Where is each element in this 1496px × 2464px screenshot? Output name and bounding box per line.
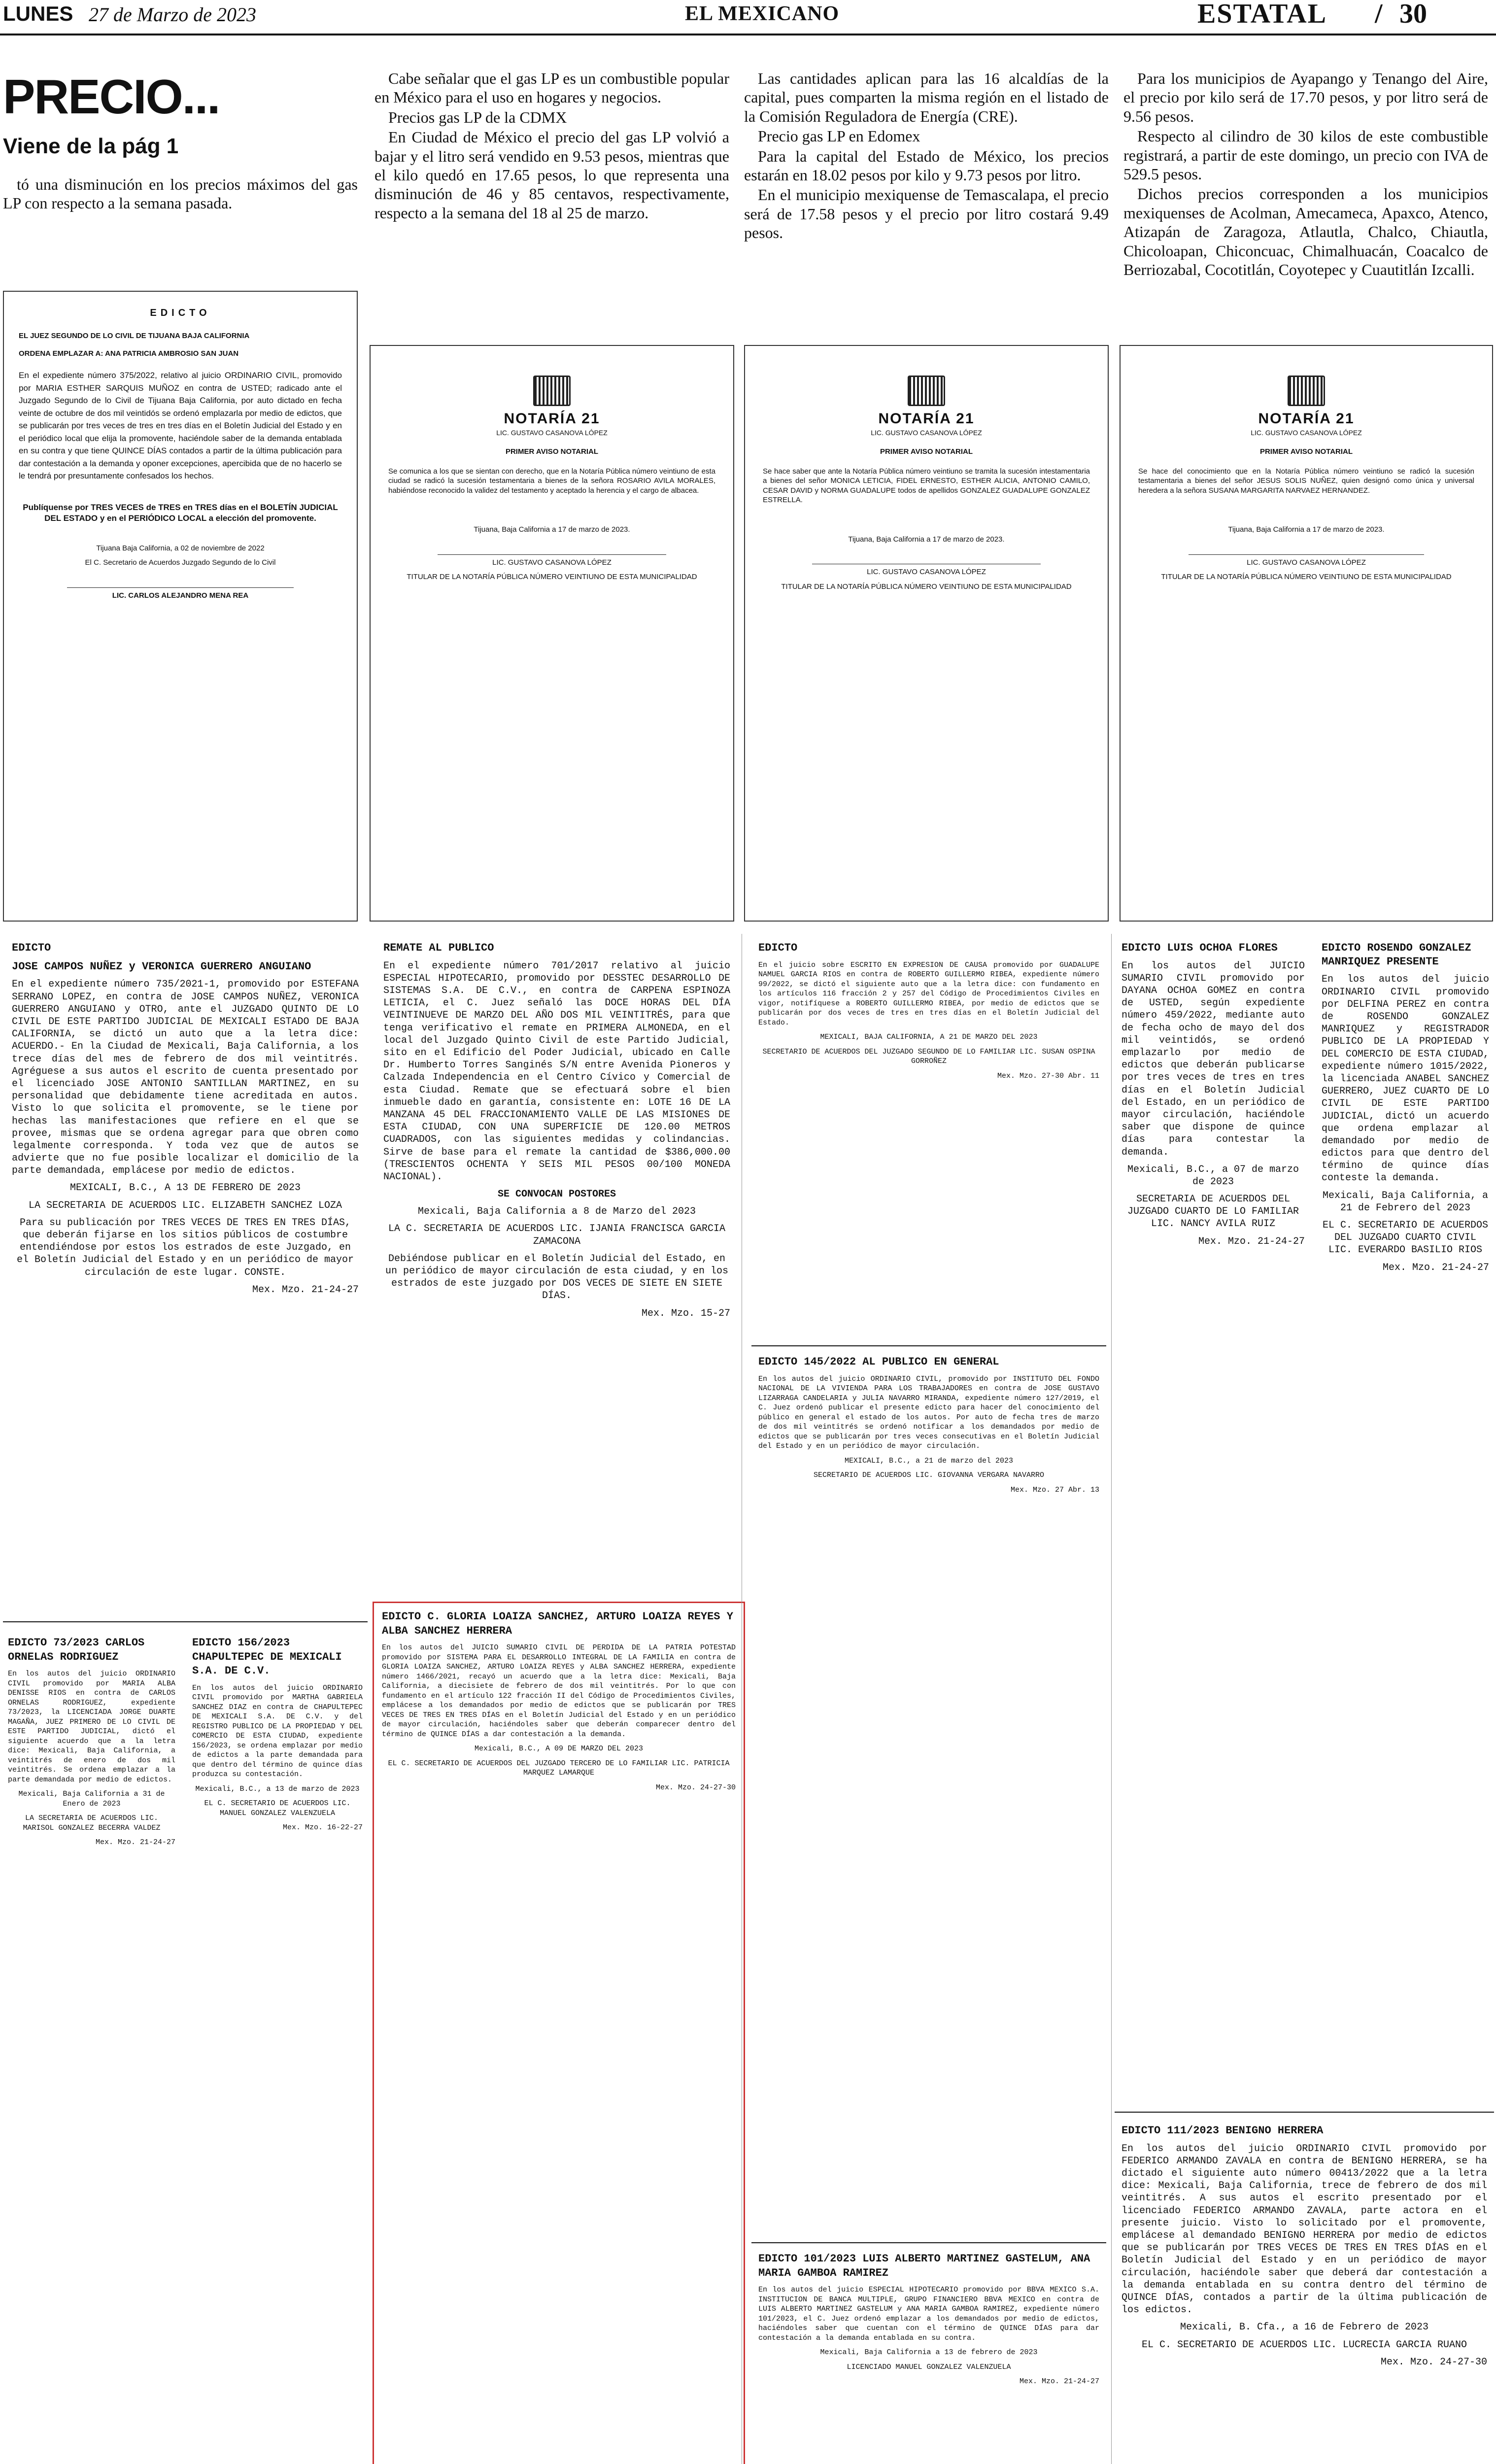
notice-place-date: Tijuana, Baja California a 17 de marzo de 2023. — [848, 535, 1005, 544]
page-header — [0, 0, 1496, 34]
story-col-3 — [744, 69, 1109, 345]
notice-signer: LIC. GUSTAVO CASANOVA LÓPEZ — [492, 558, 612, 567]
edicto-secretary: LA C. SECRETARIA DE ACUERDOS LIC. IJANIA FRANCISCA GARCIA ZAMACONA — [388, 1223, 726, 1247]
edicto-ref: Mex. Mzo. 27-30 Abr. 11 — [997, 1071, 1099, 1080]
edicto-body: En el juicio sobre ESCRITO EN EXPRESION DE CAUSA promovido por GUADALUPE NAMUEL GARCIA RIOS en contra de ROBERTO GUILLERMO RIBEA, expediente número 99/2022, se dictó el siguiente auto que a la letra dice: con fundamento en los artículos 116 fracción 2 y 257 del Código de Procedimientos Civiles en vigor, notifíquese a ROBERTO GUILLERMO RIBEA, por medio de edictos que se publicarán por dos veces de tres en tres días en el Boletín Judicial del Estado. — [758, 960, 1099, 1027]
edicto-title: EDICTO C. GLORIA LOAIZA SANCHEZ, ARTURO LOAIZA REYES Y ALBA SANCHEZ HERRERA — [382, 1610, 733, 1637]
edicto-body: En los autos del juicio ORDINARIO CIVIL promovido por FEDERICO ARMANDO ZAVALA en contra de BENIGNO HERRERA, se ha dictado el siguiente auto número 00413/2022 que a la letra dice: Mexicali, Baja California, trece de febrero de dos mil veintitrés. A sus autos el escrito presentado por el licenciado FEDERICO ARMANDO ZAVALA, parte actora en el presente juicio. Visto lo solicitado por el promovente, emplácese al demandado BENIGNO HERRERA por medio de edictos que se publicarán por TRES VECES DE TRES EN TRES DÍAS en el Boletín Judicial del Estado y en un periódico de mayor circulación, haciéndole saber que deberá dar contestación a la demanda entablada en su contra dentro del término de QUINCE DÍAS, contados a partir de la última publicación de los edictos. — [1122, 2143, 1487, 2316]
story-col-4 — [1123, 69, 1488, 345]
story-paragraph: Cabe señalar que el gas LP es un combustible popular en México para el uso en hogares y negocios. — [374, 69, 729, 106]
edicto-ref: Mex. Mzo. 21-24-27 — [1019, 2377, 1099, 2386]
notaria-logo — [388, 376, 715, 437]
edicto-place-date: MEXICALI, B.C., A 13 DE FEBRERO DE 2023 — [69, 1182, 301, 1194]
edicto-title: EDICTO ROSENDO GONZALEZ MANRIQUEZ PRESENTE — [1322, 942, 1471, 968]
edicto-ref: Mex. Mzo. 21-24-27 — [95, 1838, 175, 1847]
edicto-place-date: Mexicali, B.C., a 13 de marzo de 2023 — [195, 1784, 360, 1793]
notice-signer-title: TITULAR DE LA NOTARÍA PÚBLICA NÚMERO VEINTIUNO DE ESTA MUNICIPALIDAD — [1161, 573, 1452, 582]
story-kicker — [3, 134, 358, 164]
edicto-body: En los autos del juicio ORDINARIO CIVIL promovido por MARTHA GABRIELA SANCHEZ DIAZ en contra de CHAPULTEPEC DE MEXICALI S.A. DE C.V. y del REGISTRO PUBLICO DE LA PROPIEDAD Y DEL COMERCIO DE ESTA CIUDAD, expediente 156/2023, se ordena emplazar por medio de edictos a la parte demandada para que dentro del término de quince días produzca su contestación. — [192, 1683, 363, 1779]
edicto-body: En los autos del juicio ORDINARIO CIVIL promovido por DELFINA PEREZ en contra de ROSENDO GONZALEZ MANRIQUEZ y REGISTRADOR PUBLICO DE LA PROPIEDAD Y DEL COMERCIO DE ESTA CIUDAD, expediente número 1015/2022, la licenciada ANABEL SANCHEZ GUERRERO, JUEZ CUARTO DE LO CIVIL DE ESTE PARTIDO JUDICIAL, dictó un acuerdo que ordena emplazar al demandado por medio de edictos para que dentro del término de quince días conteste la demanda. — [1322, 974, 1489, 1184]
edicto-place-date: Mexicali, Baja California, a 21 de Febrero del 2023 — [1322, 1190, 1489, 1214]
edicto-ref: Mex. Mzo. 24-27-30 — [1380, 2356, 1487, 2368]
edicto-place-date: Mexicali, Baja California a 8 de Marzo del 2023 — [417, 1206, 696, 1218]
edicto-place-date: MEXICALI, B.C., a 21 de marzo del 2023 — [844, 1456, 1014, 1465]
story-subhead: Precio gas LP en Edomex — [758, 127, 920, 145]
notice-body: Se hace saber que ante la Notaría Pública número veintiuno se tramita la sucesión intestamentaria a bienes del señor MONICA LETICIA, FIDEL ERNESTO, ESTHER ALICIA, ANTONIO CAMILO, CESAR DAVID y NORMA GUADALUPE todos de apellidos GONZALEZ GUADALUPE GONZALEZ ESTRELLA. — [763, 467, 1090, 505]
notaria-logo-name: NOTARÍA 21 — [878, 411, 975, 427]
edicto-col1-c — [187, 1631, 368, 2464]
section-slash: / — [1375, 0, 1383, 29]
edicto-title: EDICTO 145/2022 AL PUBLICO EN GENERAL — [758, 1356, 999, 1368]
edicto-secretary: LA SECRETARIA DE ACUERDOS LIC. MARISOL GONZALEZ BECERRA VALDEZ — [23, 1814, 161, 1832]
story-paragraph: Respecto al cilindro de 30 kilos de este combustible registrará, a partir de este domingo, un precio con IVA de 529.5 pesos. — [1123, 127, 1488, 183]
edicto-place-date: Mexicali, B. Cfa., a 16 de Febrero de 2023 — [1180, 2322, 1429, 2333]
section-title: ESTATAL — [1197, 0, 1327, 29]
notice-divider — [751, 2242, 1106, 2243]
edicto-col4-b — [1115, 2119, 1494, 2464]
edicto-ref: Mex. Mzo. 24-27-30 — [655, 1783, 736, 1792]
edicto-title: EDICTO 73/2023 CARLOS ORNELAS RODRIGUEZ — [8, 1637, 145, 1663]
edicto-place-date: Mexicali, Baja California a 31 de Enero de 2023 — [18, 1790, 165, 1808]
notaria-logo-icon — [1288, 376, 1325, 406]
notice-type: PRIMER AVISO NOTARIAL — [880, 447, 973, 456]
edicto-parties: JOSE CAMPOS NUÑEZ y VERONICA GUERRERO ANGUIANO — [12, 960, 311, 973]
story-col-2 — [374, 69, 729, 345]
edicto-order: ORDENA EMPLAZAR A: ANA PATRICIA AMBROSIO SAN JUAN — [19, 349, 239, 358]
edicto-col4-a — [1115, 936, 1312, 2104]
notice-divider — [1115, 2112, 1494, 2113]
edicto-title: EDICTO 111/2023 BENIGNO HERRERA — [1122, 2124, 1324, 2137]
edicto-col1-b — [3, 1631, 180, 2464]
edicto-ref: Mex. Mzo. 21-24-27 — [252, 1284, 359, 1296]
edicto-ref: Mex. Mzo. 15-27 — [641, 1307, 730, 1319]
story-subhead: Precios gas LP de la CDMX — [388, 108, 567, 126]
notaria-logo-name: NOTARÍA 21 — [1258, 411, 1355, 427]
header-date: 27 de Marzo de 2023 — [89, 3, 256, 26]
notice-divider — [3, 1621, 368, 1622]
edicto-title: EDICTO — [12, 942, 51, 954]
edicto-place-date: Mexicali, B.C., A 09 DE MARZO DEL 2023 — [474, 1745, 644, 1753]
edicto-signer: LIC. CARLOS ALEJANDRO MENA REA — [112, 591, 249, 600]
edicto-secretary: EL C. SECRETARIO DE ACUERDOS DEL JUZGADO CUARTO CIVIL LIC. EVERARDO BASILIO RIOS — [1322, 1220, 1489, 1256]
notice-signer: LIC. GUSTAVO CASANOVA LÓPEZ — [867, 568, 986, 577]
edicto-secretary: LICENCIADO MANUEL GONZALEZ VALENZUELA — [847, 2362, 1011, 2371]
notaria-notary-name: LIC. GUSTAVO CASANOVA LÓPEZ — [496, 429, 608, 437]
edicto-secretary: LA SECRETARIA DE ACUERDOS LIC. ELIZABETH SANCHEZ LOZA — [28, 1199, 342, 1211]
edicto-place-date: Mexicali, Baja California a 13 de febrero de 2023 — [820, 2348, 1038, 2357]
edicto-publish-note: Para su publicación por TRES VECES DE TRES EN TRES DÍAS, que deberán fijarse en los sitios públicos de costumbre entendiéndose por estos los estrados de este Juzgado, en el Boletín Judicial del Estado y en un periódico de mayor circulación de este lugar. CONSTE. — [16, 1217, 354, 1278]
edicto-secretary: EL C. SECRETARIO DE ACUERDOS DEL JUZGADO TERCERO DE LO FAMILIAR LIC. PATRICIA MARQUEZ LAMARQUE — [388, 1759, 730, 1778]
headline-text: PRECIO... — [3, 69, 220, 123]
edicto-ref: Mex. Mzo. 27 Abr. 13 — [1010, 1485, 1099, 1494]
notaria-logo — [1138, 376, 1474, 437]
notary-notice-1 — [370, 345, 734, 922]
notice-type: PRIMER AVISO NOTARIAL — [505, 447, 599, 456]
edicto-title: EDICTO 101/2023 LUIS ALBERTO MARTINEZ GASTELUM, ANA MARIA GAMBOA RAMIREZ — [758, 2253, 1090, 2279]
story-headline — [3, 69, 358, 123]
edicto-court: EL JUEZ SEGUNDO DE LO CIVIL DE TIJUANA BAJA CALIFORNIA — [19, 332, 250, 340]
edicto-place-date: MEXICALI, BAJA CALIFORNIA, A 21 DE MARZO DEL 2023 — [820, 1033, 1038, 1042]
edicto-publish-note: Publíquense por TRES VECES de TRES en TRES días en el BOLETÍN JUDICIAL DEL ESTADO y en el PERIÓDICO LOCAL a elección del promovente. — [23, 502, 338, 523]
header-day: LUNES — [3, 2, 73, 25]
edicto-body: En los autos del juicio ORDINARIO CIVIL promovido por MARIA ALBA DENISSE RIOS en contra de CARLOS ORNELAS RODRIGUEZ, expediente 73/2023, la LICENCIADA JORGE DUARTE MAGAÑA, JUEZ PRIMERO DE LO CIVIL DE ESTE PARTIDO JUDICIAL, dictó el siguiente acuerdo que a la letra dice: Mexicali, Baja California, a veintitrés de enero de dos mil veintitrés. Se ordena emplazar a la parte demandada por medio de edictos. — [8, 1670, 175, 1784]
edicto-secretary: SECRETARIO DE ACUERDOS DEL JUZGADO SEGUNDO DE LO FAMILIAR LIC. SUSAN OSPINA GORROÑEZ — [762, 1047, 1095, 1066]
edicto-place-date: Mexicali, B.C., a 07 de marzo de 2023 — [1127, 1164, 1299, 1188]
notice-body: Se comunica a los que se sientan con derecho, que en la Notaría Pública número veintiuno de esta ciudad se radicó la sucesión testamentaria a bienes de la señora ROSARIO AVILA MORALES, habiéndose reconocido la validez del testamento y aceptado la herencia y el cargo de albacea. — [388, 467, 715, 495]
edicto-body: En el expediente número 375/2022, relativo al juicio ORDINARIO CIVIL, promovido por MARIA ESTHER SARQUIS MUÑOZ en contra de USTED; radicado ante el Juzgado Segundo de lo Civil de Tijuana Baja California, por auto dictado en fecha veinte de octubre de dos mil veintidós se ordenó emplazarla por medio de edictos, que se publicarán por tres veces de tres en tres días en el Boletín Judicial del Estado y en el periódico local que elija la promovente, haciéndole saber de la demanda entablada en su contra y que tiene QUINCE DÍAS contados a partir de la última publicación para dar contestación a la demanda y oponer excepciones, apercibida que de no hacerlo se le tendrá por presuntamente confesados los hechos. — [19, 371, 342, 480]
notaria-logo-icon — [908, 376, 945, 406]
edicto-col3-b — [751, 1350, 1106, 2237]
edicto-ref: Mex. Mzo. 21-24-27 — [1198, 1235, 1305, 1247]
edicto-title: REMATE AL PUBLICO — [383, 942, 494, 954]
edicto-body: En los autos del juicio ORDINARIO CIVIL, promovido por INSTITUTO DEL FONDO NACIONAL DE LA VIVIENDA PARA LOS TRABAJADORES en contra de JOSE GUSTAVO LIZARRAGA CANDELARIA y JULIA NAVARRO MIRANDA, expediente número 127/2019, el C. Juez ordenó publicar el presente edicto para hacer del conocimiento del público en general el estado de los autos. Por auto de fecha tres de marzo de dos mil veintitrés se ordenó notificar a los demandados por medio de edictos que se publicarán por tres veces consecutivas en el Boletín Judicial del Estado y en un periódico de mayor circulación. — [758, 1374, 1099, 1451]
edicto-secretary: El C. Secretario de Acuerdos Juzgado Segundo de lo Civil — [85, 558, 276, 567]
story-paragraph: tó una disminución en los precios máximos del gas LP con respecto a la semana pasada. — [3, 175, 358, 212]
signature-line — [438, 554, 667, 555]
edicto-col2-b — [373, 1602, 745, 2464]
notary-notice-2 — [744, 345, 1109, 922]
notaria-notary-name: LIC. GUSTAVO CASANOVA LÓPEZ — [871, 429, 982, 437]
kicker-text: Viene de la pág 1 — [3, 134, 179, 158]
story-paragraph: Para la capital del Estado de México, los precios estarán en 18.02 pesos por kilo y 9.73 pesos por litro. — [744, 147, 1109, 184]
edicto-body: En los autos del juicio ESPECIAL HIPOTECARIO promovido por BBVA MEXICO S.A. INSTITUCION DE BANCA MULTIPLE, GRUPO FINANCIERO BBVA MEXICO en contra de LUIS ALBERTO MARTINEZ GASTELUM y ANA MARIA GAMBOA RAMIREZ, expediente número 101/2023, el C. Juez ordenó emplazar a los demandados por medio de edictos, haciéndoles saber que cuentan con el término de QUINCE DÍAS para dar contestación a la demanda entablada en su contra. — [758, 2286, 1099, 2342]
edicto-col3-c — [751, 2247, 1106, 2464]
story-paragraph: Las cantidades aplican para las 16 alcaldías de la capital, pues comparten la misma región en el listado de la Comisión Reguladora de Energía (CRE). — [744, 69, 1109, 125]
edicto-convocation: SE CONVOCAN POSTORES — [497, 1189, 616, 1200]
story-paragraph: Para los municipios de Ayapango y Tenango del Aire, el precio por kilo será de 17.70 pesos, y por litro será de 9.56 pesos. — [1123, 69, 1488, 125]
edicto-col3-a — [751, 936, 1106, 1340]
page-number: 30 — [1399, 0, 1427, 29]
signature-line — [67, 587, 293, 588]
notaria-notary-name: LIC. GUSTAVO CASANOVA LÓPEZ — [1251, 429, 1362, 437]
edicto-body: En el expediente número 735/2021-1, promovido por ESTEFANA SERRANO LOPEZ, en contra de JOSE CAMPOS NUÑEZ, VERONICA GUERRERO ANGUIANO y OTRO, ante el JUZGADO QUINTO DE LO CIVIL DE ESTE PARTIDO JUDICIAL DE MEXICALI ESTADO DE BAJA CALIFORNIA, se dictó un auto que a la letra dice: ACUERDO.- En la Ciudad de Mexicali, Baja California, a los trece días del mes de febrero de dos mil veintitrés. Agréguese a sus autos el escrito de cuenta presentado por el licenciado JOSE ANTONIO SANTILLAN MARTINEZ, en su personalidad que debidamente tiene acreditada en autos. Visto lo que solicita el promovente, se le tiene por hechas las manifestaciones que refiere en el que se provee, mismas que se ordena agregar para que obren como legalmente corresponda. Y toda vez que de autos se advierte que no fue posible localizar el domicilio de la parte demandada, emplácese por medio de edictos. — [12, 979, 359, 1177]
edicto-top-left — [3, 291, 358, 922]
edicto-ref: Mex. Mzo. 16-22-27 — [282, 1823, 363, 1832]
notary-notice-3 — [1120, 345, 1493, 922]
header-rule — [0, 34, 1496, 35]
edicto-ref: Mex. Mzo. 21-24-27 — [1382, 1262, 1489, 1273]
story-paragraph: En Ciudad de México el precio del gas LP volvió a bajar y el litro será vendido en 9.53 pesos, mientras que el kilo quedó en 17.65 pesos, lo que representa una disminución de 46 y 85 centavos, respectivamente, respecto a la semana del 18 al 25 de marzo. — [374, 128, 729, 222]
notice-signer: LIC. GUSTAVO CASANOVA LÓPEZ — [1247, 558, 1366, 567]
notice-body: Se hace del conocimiento que en la Notaría Pública número veintiuno se radicó la sucesión testamentaria a bienes del señor JESUS SOLIS NUÑEZ, quien designó como única y universal heredera a la señora SUSANA MARGARITA NARVAEZ HERNANDEZ. — [1138, 467, 1474, 495]
edicto-place-date: Tijuana Baja California, a 02 de noviembre de 2022 — [96, 544, 265, 552]
notice-signer-title: TITULAR DE LA NOTARÍA PÚBLICA NÚMERO VEINTIUNO DE ESTA MUNICIPALIDAD — [781, 582, 1072, 591]
edicto-secretary: SECRETARIA DE ACUERDOS DEL JUZGADO CUARTO DE LO FAMILIAR LIC. NANCY AVILA RUIZ — [1127, 1194, 1299, 1230]
edicto-col2-a — [374, 936, 739, 1592]
signature-line — [1189, 554, 1424, 555]
notice-signer-title: TITULAR DE LA NOTARÍA PÚBLICA NÚMERO VEINTIUNO DE ESTA MUNICIPALIDAD — [407, 573, 697, 582]
notice-divider — [751, 1345, 1106, 1346]
edicto-title: EDICTO — [150, 308, 211, 318]
edicto-body: En el expediente número 701/2017 relativo al juicio ESPECIAL HIPOTECARIO, promovido por DESSTEC DESARROLLO DE SISTEMAS S.A. DE C.V., en contra de CARPENA ESPINOZA LETICIA, el C. Juez señaló las DOCE HORAS DEL DÍA VEINTINUEVE DE MARZO DEL AÑO DOS MIL VEINTITRÉS, para que tenga verificativo el remate en PRIMERA ALMONEDA, en el local del Juzgado Quinto Civil de este Partido Judicial, sito en el Edificio del Poder Judicial, ubicado en Calle Dr. Humberto Torres Sanginés S/N entre Avenida Pioneros y Calzada Independencia en el Centro Cívico y Comercial de esta Ciudad. Remate que se efectuará sobre el bien inmueble dado en garantía, consistente en: LOTE 16 DE LA MANZANA 45 DEL FRACCIONAMIENTO VALLE DE LAS MISIONES DE ESTA CIUDAD, CON UNA SUPERFICIE DE 120.00 METROS CUADRADOS, con las siguientes medidas y colindancias. Sirve de base para el remate la cantidad de $386,000.00 (TRESCIENTOS OCHENTA Y SEIS MIL PESOS 00/100 MONEDA NACIONAL). — [383, 960, 730, 1183]
story-col-1 — [3, 175, 358, 229]
edicto-col1-a — [3, 936, 368, 1616]
notice-place-date: Tijuana, Baja California a 17 de marzo de 2023. — [474, 525, 630, 534]
edicto-title: EDICTO LUIS OCHOA FLORES — [1122, 942, 1278, 954]
edicto-secretary: EL C. SECRETARIO DE ACUERDOS LIC. MANUEL GONZALEZ VALENZUELA — [204, 1799, 351, 1817]
edicto-publish-note: Debiéndose publicar en el Boletín Judicial del Estado, en un periódico de mayor circulación de esta ciudad, y en los estrados de este juzgado por DOS VECES DE SIETE EN SIETE DÍAS. — [385, 1253, 729, 1302]
story-paragraph: Dichos precios corresponden a los municipios mexiquenses de Acolman, Amecameca, Apaxco, Atenco, Atizapán de Zaragoza, Atlautla, Chalco, Chiautla, Chicoloapan, Chiconcuac, Chimalhuacán, Coacalco de Berriozabal, Cocotitlán, Coyotepec y Cuautitlán Izcalli. — [1123, 185, 1488, 278]
edicto-secretary: SECRETARIO DE ACUERDOS LIC. GIOVANNA VERGARA NAVARRO — [813, 1471, 1045, 1480]
notice-place-date: Tijuana, Baja California a 17 de marzo de 2023. — [1228, 525, 1385, 534]
edicto-body: En los autos del JUICIO SUMARIO CIVIL DE PERDIDA DE LA PATRIA POTESTAD promovido por SISTEMA PARA EL DESARROLLO INTEGRAL DE LA FAMILIA en contra de GLORIA LOAIZA SANCHEZ, ARTURO LOAIZA REYES y ALBA SANCHEZ HERRERA, expediente número 1466/2021, recayó un acuerdo que a la letra dice: Mexicali, Baja California, a diecisiete de febrero de dos mil veintitrés. Por lo que con fundamento en el artículo 122 fracción II del Código de Procedimientos Civiles, emplácese a los demandados por medio de edictos que se publicarán por TRES VECES DE TRES EN TRES DÍAS en el Boletín Judicial del Estado y en un periódico de mayor circulación, haciéndoles saber que deberán comparecer dentro del término de QUINCE DÍAS a dar contestación a la demanda. — [382, 1643, 736, 1739]
notaria-logo — [763, 376, 1090, 437]
notaria-logo-icon — [533, 376, 571, 406]
edicto-title: EDICTO — [758, 942, 798, 954]
edicto-title: EDICTO 156/2023 CHAPULTEPEC DE MEXICALI S.A. DE C.V. — [192, 1637, 342, 1677]
edicto-col5-a — [1317, 936, 1494, 2104]
story-paragraph: En el municipio mexiquense de Temascalapa, el precio será de 17.58 pesos y el precio por litro costará 9.49 pesos. — [744, 186, 1109, 242]
column-rule — [1111, 934, 1112, 2464]
edicto-secretary: EL C. SECRETARIO DE ACUERDOS LIC. LUCRECIA GARCIA RUANO — [1141, 2339, 1467, 2351]
newspaper-name: EL MEXICANO — [685, 2, 840, 25]
notaria-logo-name: NOTARÍA 21 — [504, 411, 600, 427]
edicto-body: En los autos del JUICIO SUMARIO CIVIL promovido por DAYANA OCHOA GOMEZ en contra de USTED, según expediente número 459/2022, mediante auto de fecha ocho de mayo del dos mil veintidós, se ordenó emplazarlo por medio de edictos que deberán publicarse por tres veces de tres en tres días en el Boletín Judicial del Estado, en un periódico de mayor circulación, haciéndole saber que dispone de quince días para contestar la demanda. — [1122, 960, 1305, 1158]
notice-type: PRIMER AVISO NOTARIAL — [1259, 447, 1353, 456]
